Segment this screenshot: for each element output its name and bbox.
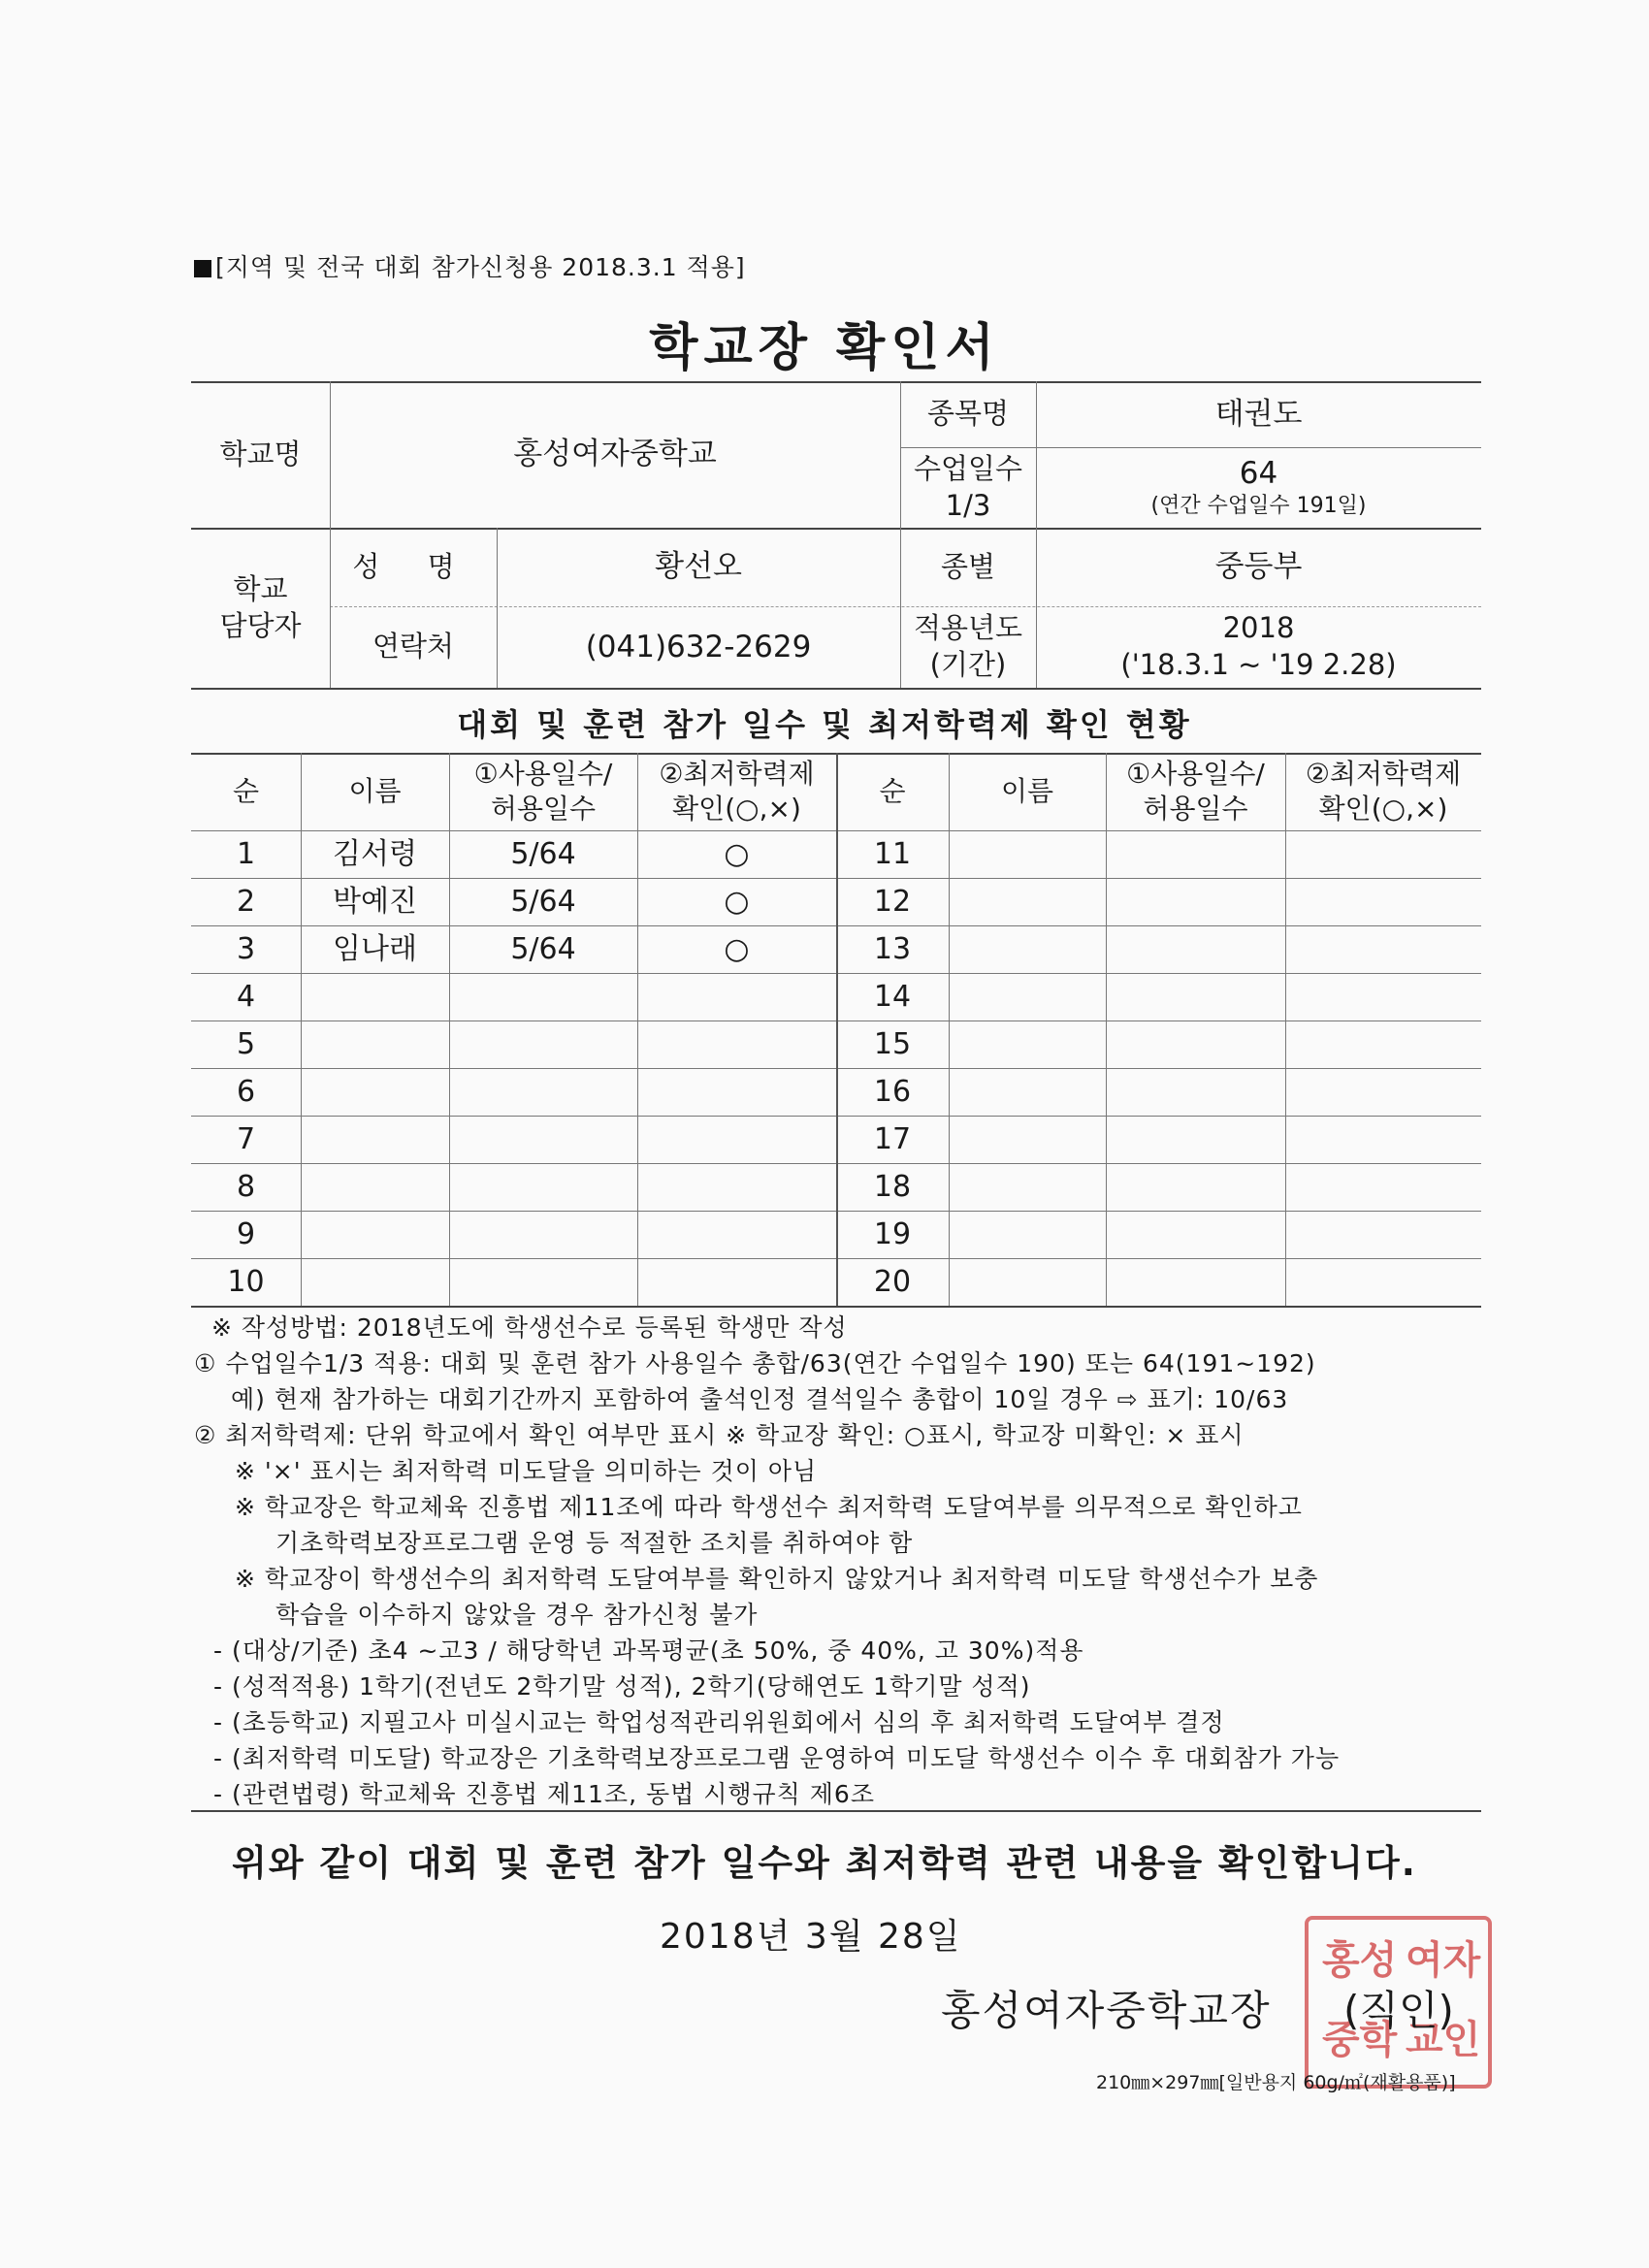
roster-name-cell [301,1211,449,1258]
roster-name-cell: 박예진 [333,885,417,919]
roster-days-cell [449,1211,637,1258]
note-line: ② 최저학력제: 단위 학교에서 확인 여부만 표시 ※ 학교장 확인: ○표시, 학교장 미확인: × 표시 [194,1421,1245,1449]
roster-no-cell: 19 [873,1217,912,1251]
manager-name: 황선오 [655,549,742,585]
column-header: 이름 [348,774,402,807]
contact-value: (041)632-2629 [585,629,812,664]
roster-no-cell: 16 [873,1075,912,1109]
roster-no-cell: 10 [227,1265,265,1299]
column-header: 순 [879,774,906,807]
roster-check-cell: ○ [724,932,750,966]
roster-no-cell: 3 [236,932,256,966]
roster-no-cell: 20 [873,1265,912,1299]
note-line: - (관련법령) 학교체육 진흥법 제11조, 동법 시행규칙 제6조 [213,1780,875,1808]
roster-name-cell: 임나래 [333,932,417,966]
note-line: 학습을 이수하지 않았을 경우 참가신청 불가 [275,1601,759,1629]
roster-no-cell: 14 [873,980,912,1014]
table-border [1106,753,1107,1306]
table-border [191,1306,1481,1308]
instructions [194,1310,1494,1812]
roster-name-cell [301,1021,449,1068]
roster-days-cell: 5/64 [510,885,576,919]
square-bullet-icon [194,260,211,277]
roster-no-cell: 9 [236,1217,256,1251]
category-label: 종별 [940,549,996,583]
paper-spec: 210㎜×297㎜[일반용지 60g/㎡(재활용품)] [1096,2072,1456,2093]
roster-days-cell [449,1021,637,1068]
roster-days-cell [449,1258,637,1306]
column-header: 이름 [1000,774,1054,807]
note-line: ※ 작성방법: 2018년도에 학생선수로 등록된 학생만 작성 [211,1313,848,1342]
table-border [1285,753,1286,1306]
roster-days-cell [449,1163,637,1211]
divider [191,1810,1481,1812]
roster-check-cell [637,1021,836,1068]
document-title: 학교장 확인서 [649,319,1000,377]
roster-no-cell: 4 [236,980,256,1014]
roster-check-cell [637,1258,836,1306]
roster-days-cell [449,1116,637,1163]
official-seal: 홍성 여자 중학 교인 [1305,1916,1492,2089]
name-label: 성 명 [352,549,474,583]
school-name: 홍성여자중학교 [513,437,717,472]
roster-check-cell: ○ [724,885,750,919]
column-header: ②최저학력제 확인(○,×) [1305,757,1462,825]
note-line: ※ 학교장이 학생선수의 최저학력 도달여부를 확인하지 않았거나 최저학력 미도달 학생선수가 보충 [235,1565,1319,1593]
roster-no-cell: 12 [873,885,912,919]
section-title: 대회 및 훈련 참가 일수 및 최저학력제 확인 현황 [457,706,1192,743]
roster-check-cell [637,973,836,1021]
roster-name-cell [301,1163,449,1211]
contact-label: 연락처 [372,630,455,664]
roster-name-cell [301,1258,449,1306]
roster-check-cell [637,1211,836,1258]
seal-label: (직인) [1343,1987,1454,2034]
roster-check-cell: ○ [724,837,750,871]
roster-no-cell: 8 [236,1170,256,1204]
roster-name-cell [301,1068,449,1116]
roster-check-cell [637,1163,836,1211]
school-days-label: 수업일수 1/3 [913,451,1023,522]
column-header: ②최저학력제 확인(○,×) [659,757,815,825]
roster-days-cell [449,1068,637,1116]
school-label: 학교명 [219,437,302,470]
note-line: - (대상/기준) 초4 ~고3 / 해당학년 과목평균(초 50%, 중 40%, 고 30%)적용 [213,1636,1084,1665]
note-line: - (성적적용) 1학기(전년도 2학기말 성적), 2학기(당해연도 1학기말 성적) [213,1672,1031,1701]
confirmation-statement: 위와 같이 대회 및 훈련 참가 일수와 최저학력 관련 내용을 확인합니다. [232,1842,1417,1884]
document-category-note: [지역 및 전국 대회 참가신청용 2018.3.1 적용] [194,248,746,283]
sport-label: 종목명 [926,397,1010,431]
note-line: ※ 학교장은 학교체육 진흥법 제11조에 따라 학생선수 최저학력 도달여부를 의무적으로 확인하고 [235,1493,1303,1521]
roster-no-cell: 13 [873,932,912,966]
roster-no-cell: 5 [236,1027,256,1061]
category-value: 중등부 [1214,549,1303,585]
column-header: ①사용일수/ 허용일수 [473,757,613,825]
note-line: ※ '×' 표시는 최저학력 미도달을 의미하는 것이 아님 [235,1457,818,1485]
issue-date: 2018년 3월 28일 [660,1917,962,1957]
sport-value: 태권도 [1214,396,1303,432]
roster-no-cell: 15 [873,1027,912,1061]
roster-check-cell [637,1116,836,1163]
roster-days-cell: 5/64 [510,932,576,966]
table-border [949,753,950,1306]
note-line: 기초학력보장프로그램 운영 등 적절한 조치를 취하여야 함 [275,1529,914,1557]
note-line: - (최저학력 미도달) 학교장은 기초학력보장프로그램 운영하여 미도달 학생선수 이수 후 대회참가 가능 [213,1744,1341,1772]
roster-days-cell: 5/64 [510,837,576,871]
year-label: 적용년도 (기간) [913,611,1023,681]
note-line: ① 수업일수1/3 적용: 대회 및 훈련 참가 사용일수 총합/63(연간 수업일수 190) 또는 64(191~192) [194,1349,1316,1377]
roster-days-cell [449,973,637,1021]
roster-no-cell: 2 [236,885,256,919]
column-header: 순 [232,774,260,807]
year-value: 2018 ('18.3.1 ~ '19 2.28) [1120,611,1397,681]
roster-no-cell: 1 [236,837,256,871]
roster-name-cell [301,1116,449,1163]
roster-name-cell [301,973,449,1021]
roster-check-cell [637,1068,836,1116]
roster-no-cell: 7 [236,1122,256,1156]
manager-label: 학교 담당자 [219,571,302,642]
roster-no-cell: 18 [873,1170,912,1204]
school-days-value: 64 (연간 수업일수 191일) [1150,456,1367,519]
roster-no-cell: 17 [873,1122,912,1156]
column-header: ①사용일수/ 허용일수 [1126,757,1265,825]
principal-name: 홍성여자중학교장 [941,1987,1272,2034]
note-line: 예) 현재 참가하는 대회기간까지 포함하여 출석인정 결석일수 총합이 10일 경우 ⇨ 표기: 10/63 [231,1385,1289,1413]
roster-name-cell: 김서령 [333,837,417,871]
note-line: - (초등학교) 지필고사 미실시교는 학업성적관리위원회에서 심의 후 최저학력 도달여부 결정 [213,1708,1225,1736]
roster-no-cell: 11 [873,837,912,871]
roster-no-cell: 6 [236,1075,256,1109]
